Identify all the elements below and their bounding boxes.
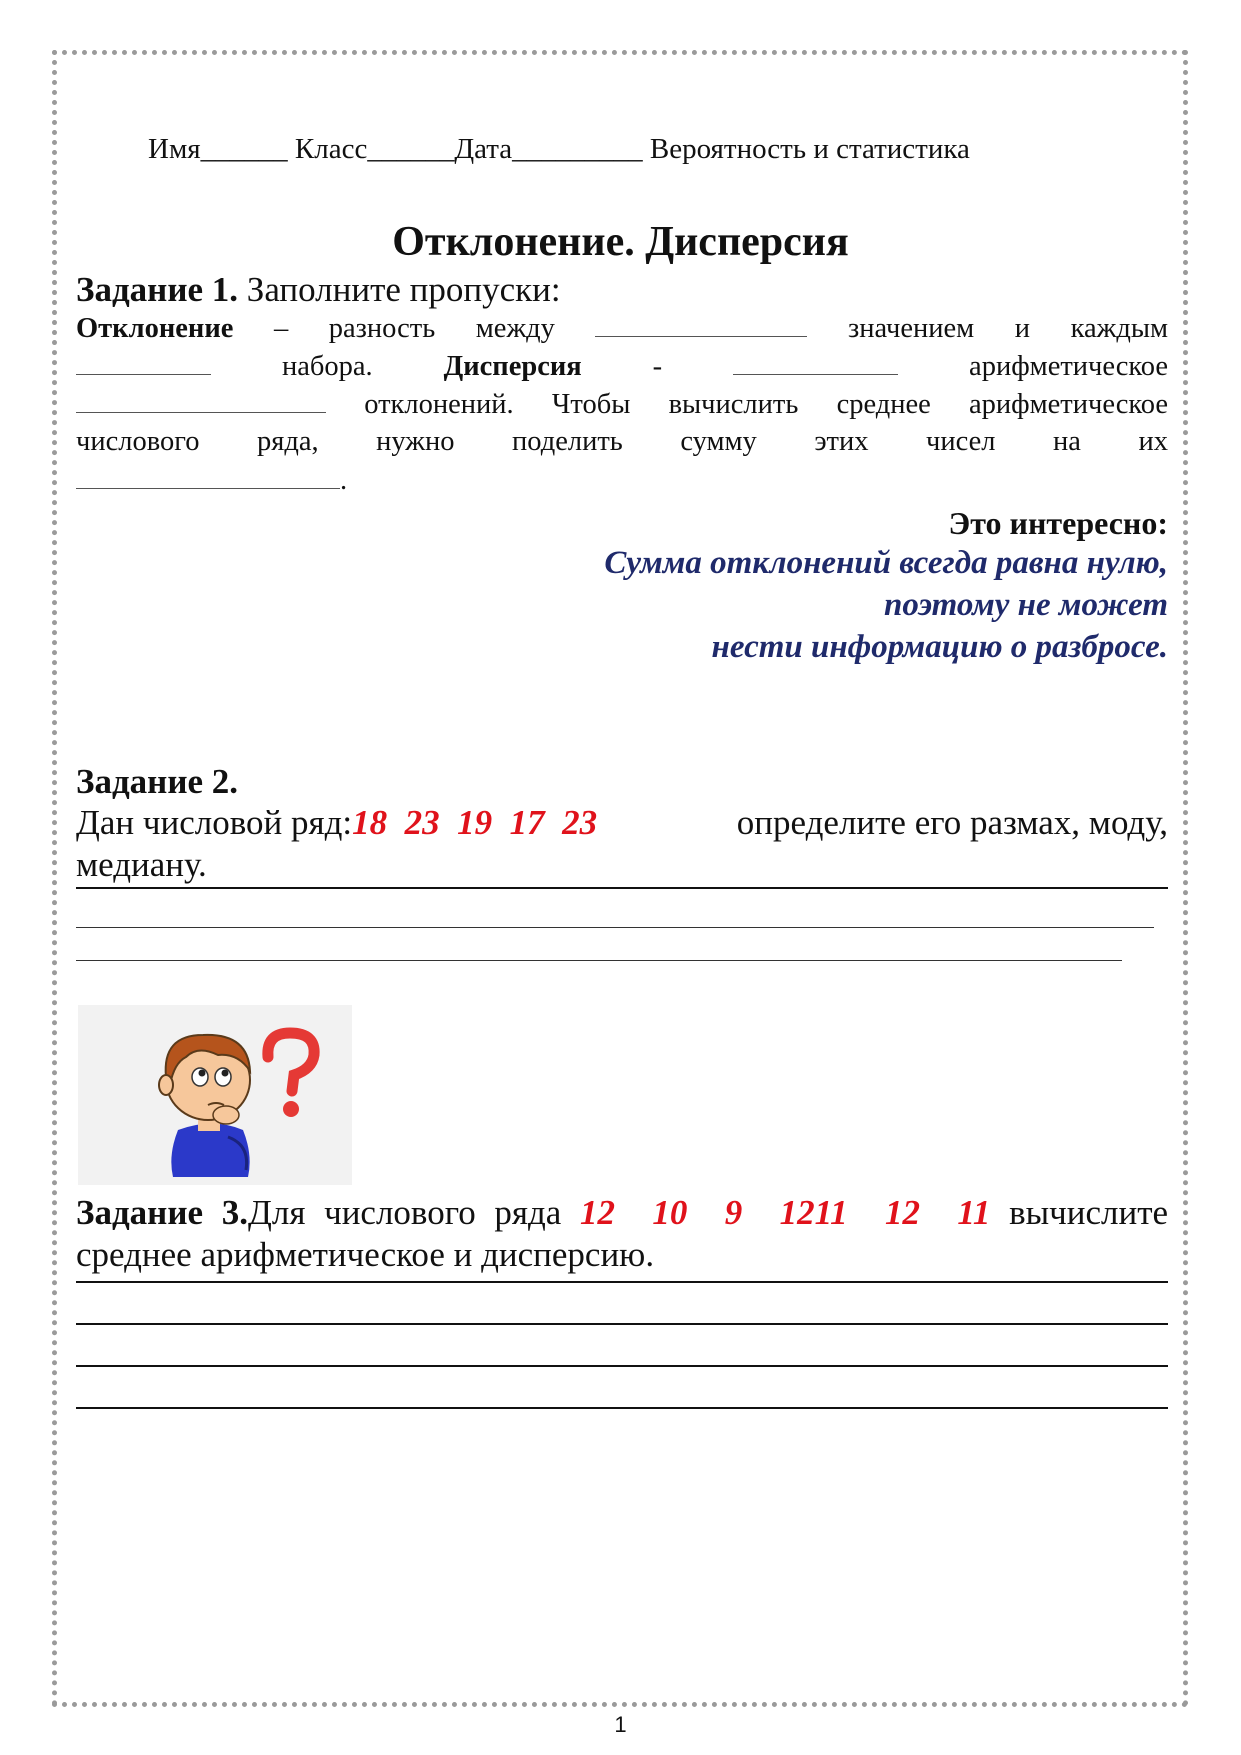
header-line — [148, 133, 970, 166]
class-label: Класс — [294, 133, 368, 165]
answer-line[interactable] — [76, 1281, 1168, 1283]
blank-5[interactable] — [76, 464, 340, 489]
task3-line-2: среднее арифметическое и дисперсию. — [76, 1235, 655, 1274]
blank-2[interactable] — [76, 350, 211, 375]
line2-after-blank: арифметическое — [969, 351, 1169, 382]
task2-line-1 — [76, 803, 1168, 843]
fact-line-1: Сумма отклонений всегда равна нулю, — [604, 545, 1168, 581]
thinking-boy-illustration — [78, 1005, 352, 1185]
line2-a: набора. — [281, 351, 373, 382]
task2-prefix: Дан числовой ряд: — [76, 803, 353, 842]
task2-heading: Задание 2. — [76, 762, 239, 801]
answer-line[interactable] — [76, 1323, 1168, 1325]
task3-line-1 — [76, 1193, 1168, 1233]
line1-after-blank: значением и каждым — [848, 313, 1169, 344]
class-blank[interactable]: ______ — [367, 133, 455, 165]
term-deviation: Отклонение — [76, 313, 234, 344]
task3-prefix: Для числового ряда — [247, 1193, 562, 1232]
answer-line[interactable] — [76, 927, 1154, 928]
thinking-boy-icon — [78, 1005, 352, 1185]
task2-suffix: определите его размах, моду, — [736, 803, 1168, 842]
blank-1[interactable] — [595, 312, 807, 337]
task3-label-group — [76, 1193, 561, 1232]
task1-line-1 — [76, 312, 1168, 345]
task1-line-2 — [76, 350, 1168, 383]
line5-end: . — [340, 465, 348, 496]
fact-line-3: нести информацию о разбросе. — [711, 629, 1168, 665]
line2-dash: - — [652, 351, 663, 382]
task1-line-4 — [76, 426, 1168, 458]
line1-rest: – разность между — [273, 313, 555, 344]
subject-label: Вероятность и статистика — [649, 133, 970, 165]
task3-label: Задание 3. — [76, 1193, 248, 1232]
task1-instruction: Заполните пропуски: — [246, 270, 561, 309]
answer-line[interactable] — [76, 1407, 1168, 1409]
task1-line-5 — [76, 464, 1168, 497]
date-blank[interactable]: _________ — [512, 133, 650, 165]
task2-line-2: медиану. — [76, 845, 207, 884]
task1-label: Задание 1. — [76, 270, 239, 309]
fact-line-2: поэтому не может — [883, 587, 1168, 623]
blank-3[interactable] — [733, 350, 898, 375]
page-number: 1 — [614, 1712, 627, 1737]
date-label: Дата — [454, 133, 513, 165]
task3-numbers: 12 10 9 1211 12 11 — [580, 1193, 991, 1232]
answer-line[interactable] — [76, 887, 1168, 889]
line3-text: отклонений. Чтобы вычислить среднее арифметическое — [364, 389, 1169, 420]
answer-line[interactable] — [76, 1365, 1168, 1367]
task1-line-3 — [76, 388, 1168, 421]
task1-heading — [76, 270, 561, 310]
name-label: Имя — [148, 133, 201, 165]
interesting-heading: Это интересно: — [948, 505, 1168, 541]
page-title: Отклонение. Дисперсия — [392, 219, 849, 265]
task2-numbers: 18 23 19 17 23 — [352, 803, 598, 842]
term-dispersion: Дисперсия — [443, 351, 582, 382]
blank-4[interactable] — [76, 388, 326, 413]
line4-text: числового ряда, нужно поделить сумму этих чисел на их — [76, 426, 1168, 457]
name-blank[interactable]: ______ — [200, 133, 295, 165]
task3-suffix: вычислите — [1009, 1193, 1169, 1232]
answer-line[interactable] — [76, 960, 1122, 961]
